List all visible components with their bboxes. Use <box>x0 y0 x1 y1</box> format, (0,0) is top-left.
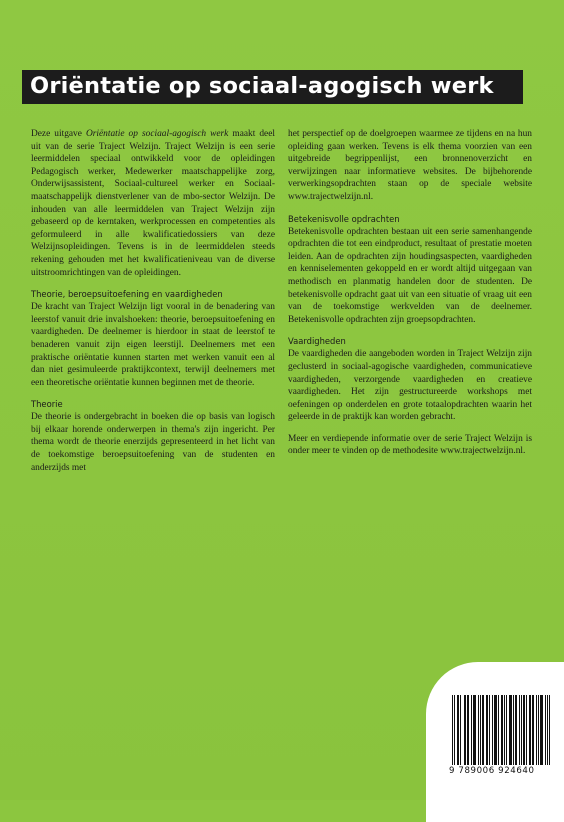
barcode-bar <box>492 695 493 765</box>
barcode-bar <box>549 695 550 765</box>
barcode-bar <box>515 695 516 765</box>
barcode-bar <box>524 695 525 765</box>
barcode-bar <box>511 695 512 765</box>
barcode-bar <box>496 695 497 765</box>
barcode-bar <box>516 695 517 765</box>
theorie-continuation: het perspectief op de doelgroepen waarmee ze tijdens en na hun opleiding gaan werken. Tevens is elk thema voorzien van een uitgebreide begrippenlijst, een bronnenoverzicht en verwijzingen naar informatieve websites. De bijbehorende verwerkingsopdrachten staan op de speciale website www.trajectwelzijn.nl. <box>288 129 532 202</box>
barcode-bar <box>464 695 465 765</box>
barcode-bar <box>498 695 499 765</box>
section-heading-betekenisvolle-opdrachten: Betekenisvolle opdrachten <box>288 213 400 224</box>
barcode-bar <box>465 695 466 765</box>
barcode-bar <box>471 695 472 765</box>
barcode-bar <box>529 695 530 765</box>
section-body-vaardigheden: De vaardigheden die aangeboden worden in Traject Welzijn zijn geclusterd in sociaal-agogische vaardigheden, communicatieve vaardigheden, verzorgende vaardigheden en creatieve vaardigheden. Het zijn gestructureerde workshops met oefeningen op onderdelen en grote totaalopdrachten waarin het geleerde in de praktijk kan worden gebracht. <box>288 349 532 423</box>
barcode-bar <box>480 695 481 765</box>
barcode-bar <box>454 695 455 765</box>
barcode-bar <box>506 695 507 765</box>
barcode-bar <box>458 695 459 765</box>
barcode-bar <box>483 695 484 765</box>
barcode-bar <box>460 695 461 765</box>
section-heading-theorie-beroepsuitoefening: Theorie, beroepsuitoefening en vaardigheden <box>31 289 223 300</box>
barcode-bar <box>540 695 541 765</box>
barcode-bar <box>486 695 487 765</box>
barcode-bar <box>526 695 527 765</box>
book-title: Oriëntatie op sociaal-agogisch werk <box>30 73 494 99</box>
left-column <box>31 128 275 483</box>
barcode-bar <box>533 695 534 765</box>
barcode-bar <box>504 695 505 765</box>
barcode-bar <box>489 695 490 765</box>
barcode-icon <box>451 695 552 765</box>
barcode-bar <box>509 695 510 765</box>
barcode-bar <box>513 695 514 765</box>
barcode-bar <box>547 695 548 765</box>
section-heading-vaardigheden: Vaardigheden <box>288 336 346 347</box>
barcode-bar <box>521 695 522 765</box>
section-heading-theorie: Theorie <box>31 399 63 410</box>
barcode-bar <box>478 695 479 765</box>
barcode-bar <box>532 695 533 765</box>
section-body-betekenisvolle-opdrachten: Betekenisvolle opdrachten bestaan uit een serie samenhangende opdrachten die tot een eindproduct, resultaat of prestatie moeten leiden. Aan de opdrachten zijn houdingsaspecten, vaardigheden en kenniselementen gekoppeld en er wordt altijd uitgegaan van methodisch en planmatig handelen door de studenten. De betekenisvolle opdracht gaat uit van een situatie of vraag uit een van de toekomstige werkvelden van de deelnemer. Betekenisvolle opdrachten zijn groepsopdrachten. <box>288 226 532 325</box>
barcode-bar <box>494 695 495 765</box>
barcode-bar <box>519 695 520 765</box>
isbn-number: 9 789006 924640 <box>449 766 535 776</box>
barcode-bar <box>542 695 543 765</box>
section-body-theorie: De theorie is ondergebracht in boeken die op basis van logisch bij elkaar horende onderwerpen in thema's zijn ingericht. Per thema wordt de theorie enerzijds gepresenteerd in het licht van de toekomstige beroepsuitoefening van de studenten en anderzijds met <box>31 412 275 473</box>
barcode-bar <box>475 695 476 765</box>
barcode-bar <box>530 695 531 765</box>
barcode-bar <box>457 695 458 765</box>
title-bar <box>22 70 523 104</box>
barcode-bar <box>536 695 537 765</box>
intro-text-start: Deze uitgave <box>31 129 86 139</box>
intro-book-title: Oriëntatie op sociaal-agogisch werk <box>85 129 229 139</box>
barcode-bar <box>467 695 468 765</box>
barcode-bar <box>501 695 502 765</box>
barcode-bar <box>452 695 453 765</box>
barcode-bar <box>541 695 542 765</box>
barcode-bar <box>538 695 539 765</box>
barcode-bar <box>482 695 483 765</box>
closing-paragraph: Meer en verdiepende informatie over de serie Traject Welzijn is onder meer te vinden op de methodesite www.trajectwelzijn.nl. <box>288 433 532 457</box>
barcode-bar <box>473 695 474 765</box>
intro-text-rest: maakt deel uit van de serie Traject Welzijn. Traject Welzijn is een serie leermiddelen speciaal ontwikkeld voor de opleidingen Pedagogisch werker, Medewerker maatschappelijke zorg, Onderwijsassistent, Sociaal-cultureel werker en Sociaal-maatschappelijk dienstverlener van de mbo-sector Welzijn. De inhouden van alle leermiddelen van Traject Welzijn zijn gebaseerd op de kerntaken, werkprocessen en competenties als geformuleerd in alle kwalificatiedossiers van deze Welzijnsopleidingen. Tevens is in de leermiddelen steeds rekening gehouden met het kwalificatieniveau van de diverse uitstroomrichtingen van de opleidingen. <box>31 129 275 278</box>
barcode-bar <box>502 695 503 765</box>
barcode-bar <box>510 695 511 765</box>
section-body-theorie-beroepsuitoefening: De kracht van Traject Welzijn ligt vooral in de benadering van leerstof vanuit drie invalshoeken: theorie, beroepsuitoefening en vaardigheden. De deelnemer is hierdoor in staat de leerstof te benaderen vanuit zijn eigen leerstijl. Deelnemers met een praktische oriëntatie kunnen starten met werken vanuit een al dan niet gesimuleerde praktijkcontext, terwijl deelnemers met een theoretische oriëntatie kunnen beginnen met de theorie. <box>31 302 275 388</box>
barcode-bar <box>545 695 546 765</box>
barcode-bar <box>487 695 488 765</box>
barcode-bar <box>468 695 469 765</box>
barcode-bar <box>474 695 475 765</box>
intro-paragraph <box>31 128 275 279</box>
right-column <box>288 128 532 467</box>
barcode-bar <box>495 695 496 765</box>
barcode-bar <box>523 695 524 765</box>
